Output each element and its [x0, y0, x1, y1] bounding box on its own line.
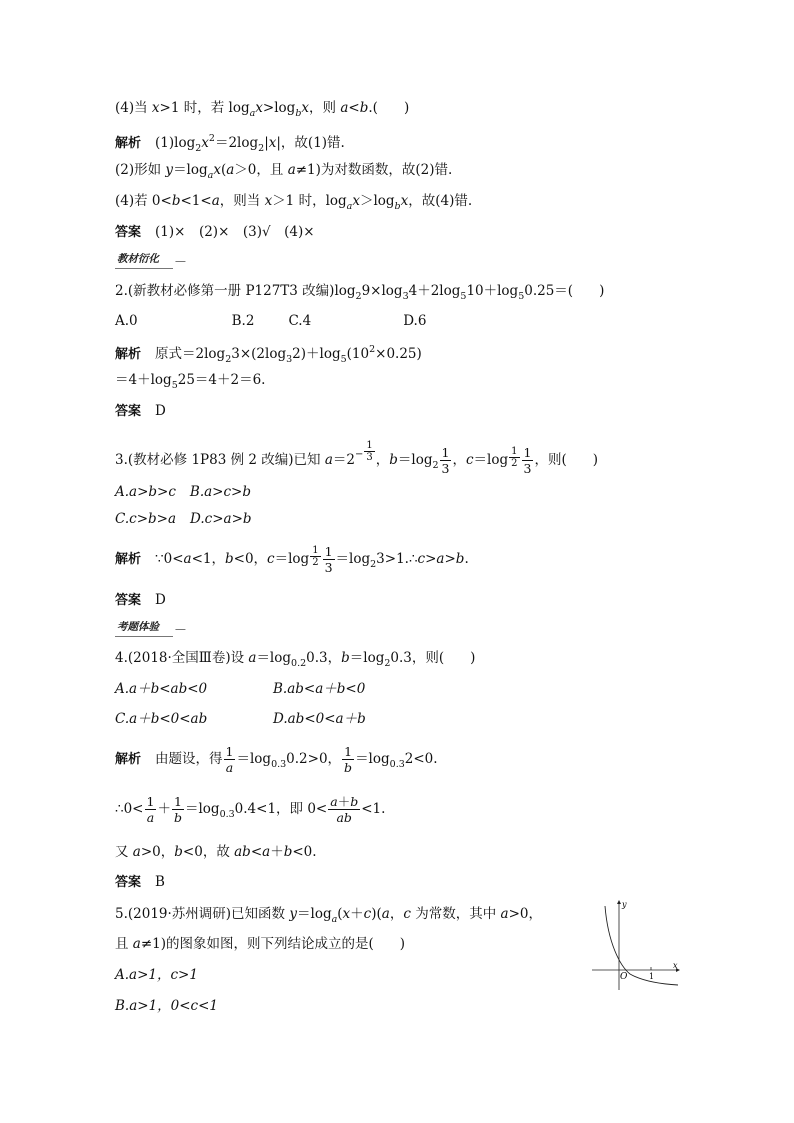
- q1-analysis-4: (4)若 0<b<1<a，则当 x＞1 时，$\log_ax>\log_bx$，故(4)错.: [115, 193, 473, 212]
- curve: [605, 906, 678, 985]
- q2-answer: 答案 D: [115, 403, 166, 419]
- q2-option-c: C.4: [288, 313, 312, 329]
- q4-answer: 答案 B: [115, 874, 165, 890]
- q4-answer-value: B: [155, 874, 165, 890]
- y-axis-label: y: [622, 900, 627, 909]
- q3-option-b: B.a>c>b: [189, 484, 252, 500]
- q3-stem: 3.(教材必修 1P83 例 2 改编)已知 a＝2− $\frac{1}{3}$ ，$b=\log_2$ $\frac{1}{3}$ ，c＝log $\frac{1}{2}$ $\frac{1}{3}$ ，则( ): [115, 440, 599, 476]
- q5-stem-1: 5.(2019·苏州调研)已知函数 $y=\log_a(x+c)(a$，c 为常数，其中 a>0，: [115, 906, 542, 925]
- q4-options-row2: [115, 709, 366, 729]
- q5-graph: [590, 898, 682, 993]
- q2-stem: 2.(新教材必修第一册 P127T3 改编)$\log_29\times\log_34+2\log_510+\log_50.25=$( ): [115, 283, 605, 302]
- q2-options: [115, 311, 426, 331]
- q3-answer-value: D: [155, 592, 166, 608]
- q3-options-row1: [115, 482, 251, 502]
- x-axis-label: x: [673, 961, 678, 970]
- section-tag-textbook: 教材衍化: [115, 252, 187, 266]
- q5-option-b: B.a>1，0<c<1: [115, 998, 219, 1014]
- q1-item-4: (4)当 x>1 时，若 $\log_ax>\log_bx$，则 a<b.( ): [115, 100, 410, 119]
- origin-label: O: [620, 972, 628, 982]
- q3-analysis: 解析 ∵0<a<1，b<0，c＝log $\frac{1}{2}$ $\frac{1}{3}$ $=\log_23>1.\therefore c>a>b$.: [115, 544, 469, 575]
- q2-answer-value: D: [155, 403, 166, 419]
- q4-option-b: B.ab<a＋b<0: [273, 681, 366, 697]
- tick-label-1: 1: [649, 972, 655, 981]
- q1-answer: [115, 222, 315, 243]
- answer-label: 答案: [115, 225, 142, 240]
- q4-option-c: C.a＋b<0<ab: [115, 711, 208, 727]
- q5-option-a: A.a>1，c>1: [115, 967, 198, 983]
- analysis-label: 解析: [115, 136, 142, 151]
- q2-option-a: A.0: [115, 313, 138, 329]
- q4-option-a: A.a＋b<ab<0: [115, 681, 208, 697]
- q1-answer-value: (1)× (2)× (3)√ (4)×: [155, 224, 315, 240]
- q3-option-c: C.c>b>a: [115, 511, 177, 527]
- q3-option-a: A.a>b>c: [115, 484, 176, 500]
- q5-stem-2: 且 a≠1)的图象如图，则下列结论成立的是( ): [115, 936, 406, 952]
- q2-analysis-1: 解析 原式$=2\log_23\times(2\log_32)+\log_5(10^2\times 0.25)$: [115, 344, 422, 365]
- q2-option-b: B.2: [231, 313, 255, 329]
- q4-stem: 4.(2018·全国Ⅲ卷)设 $a=\log_{0.2}0.3$，$b=\log_20.3$，则( ): [115, 650, 476, 669]
- q1-analysis-2: (2)形如 $y=\log_ax(a>0$，且 a≠1)为对数函数，故(2)错.: [115, 162, 453, 181]
- q4-analysis-3: 又 a>0，b<0，故 ab<a＋b<0.: [115, 844, 317, 860]
- q4-analysis-1: 解析 由题设，得 $\frac{1}{a}$ $=\log_{0.3}0.2>0$， $\frac{1}{b}$ $=\log_{0.3}2<0$.: [115, 744, 438, 775]
- q3-answer: 答案 D: [115, 592, 166, 608]
- q3-option-d: D.c>a>b: [190, 511, 252, 527]
- q2-option-d: D.6: [403, 313, 427, 329]
- q1-analysis-1: 解析 $(1)\log_2x^2=2\log_2|x|$，故(1)错.: [115, 133, 345, 154]
- q4-options-row1: [115, 679, 365, 699]
- q4-analysis-2: ∴0< $\frac{1}{a}$ ＋ $\frac{1}{b}$ $=\log_{0.3}0.4<1$，即 0< $\frac{a+b}{ab}$ <1.: [115, 794, 386, 825]
- y-axis-arrow: [617, 900, 621, 904]
- section-tag-exam: 考题体验: [115, 620, 187, 634]
- q4-option-d: D.ab<0<a＋b: [273, 711, 366, 727]
- q3-options-row2: [115, 509, 252, 529]
- q2-analysis-2: $=4+\log_525=4+2=6$.: [115, 372, 266, 391]
